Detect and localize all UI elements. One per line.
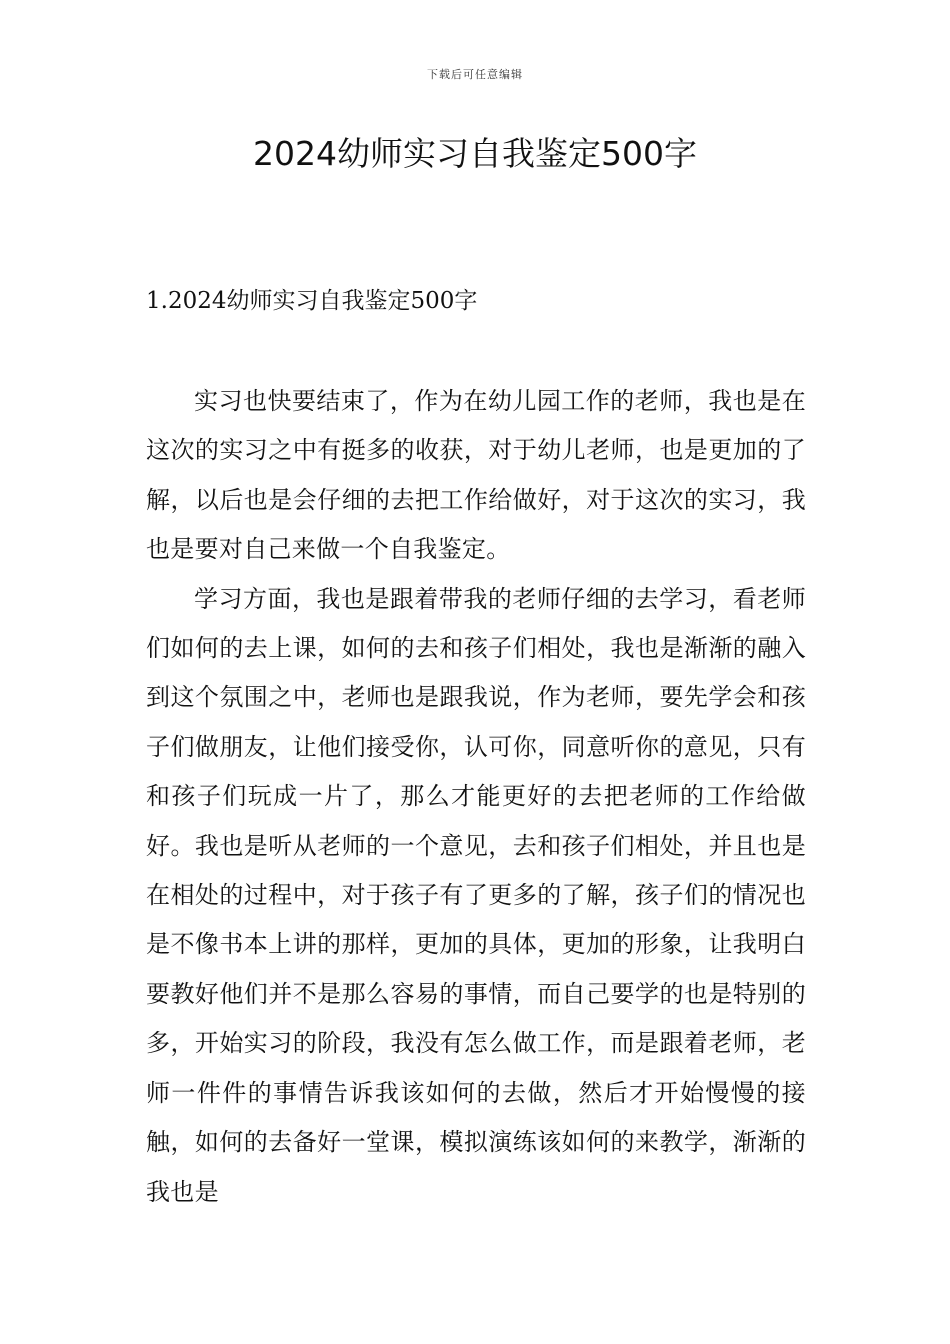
header-note: 下载后可任意编辑 <box>427 68 523 81</box>
paragraph-2: 学习方面，我也是跟着带我的老师仔细的去学习，看老师们如何的去上课，如何的去和孩子们相处，我也是渐渐的融入到这个氛围之中，老师也是跟我说，作为老师，要先学会和孩子们做朋友，让他们接受你，认可你，同意听你的意见，只有和孩子们玩成一片了，那么才能更好的去把老师的工作给做好。我也是听从老师的一个意见，去和孩子们相处，并且也是在相处的过程中，对于孩子有了更多的了解，孩子们的情况也是不像书本上讲的那样，更加的具体，更加的形象，让我明白要教好他们并不是那么容易的事情，而自己要学的也是特别的多，开始实习的阶段，我没有怎么做工作，而是跟着老师，老师一件件的事情告诉我该如何的去做，然后才开始慢慢的接触，如何的去备好一堂课，模拟演练该如何的来教学，渐渐的我也是 <box>146 584 806 1206</box>
section-heading: 1.2024幼师实习自我鉴定500字 <box>146 288 478 314</box>
document-body <box>146 377 806 1217</box>
document-title: 2024幼师实习自我鉴定500字 <box>253 134 697 173</box>
paragraph-1: 实习也快要结束了，作为在幼儿园工作的老师，我也是在这次的实习之中有挺多的收获，对于幼儿老师，也是更加的了解，以后也是会仔细的去把工作给做好，对于这次的实习，我也是要对自己来做一个自我鉴定。 <box>146 387 806 564</box>
